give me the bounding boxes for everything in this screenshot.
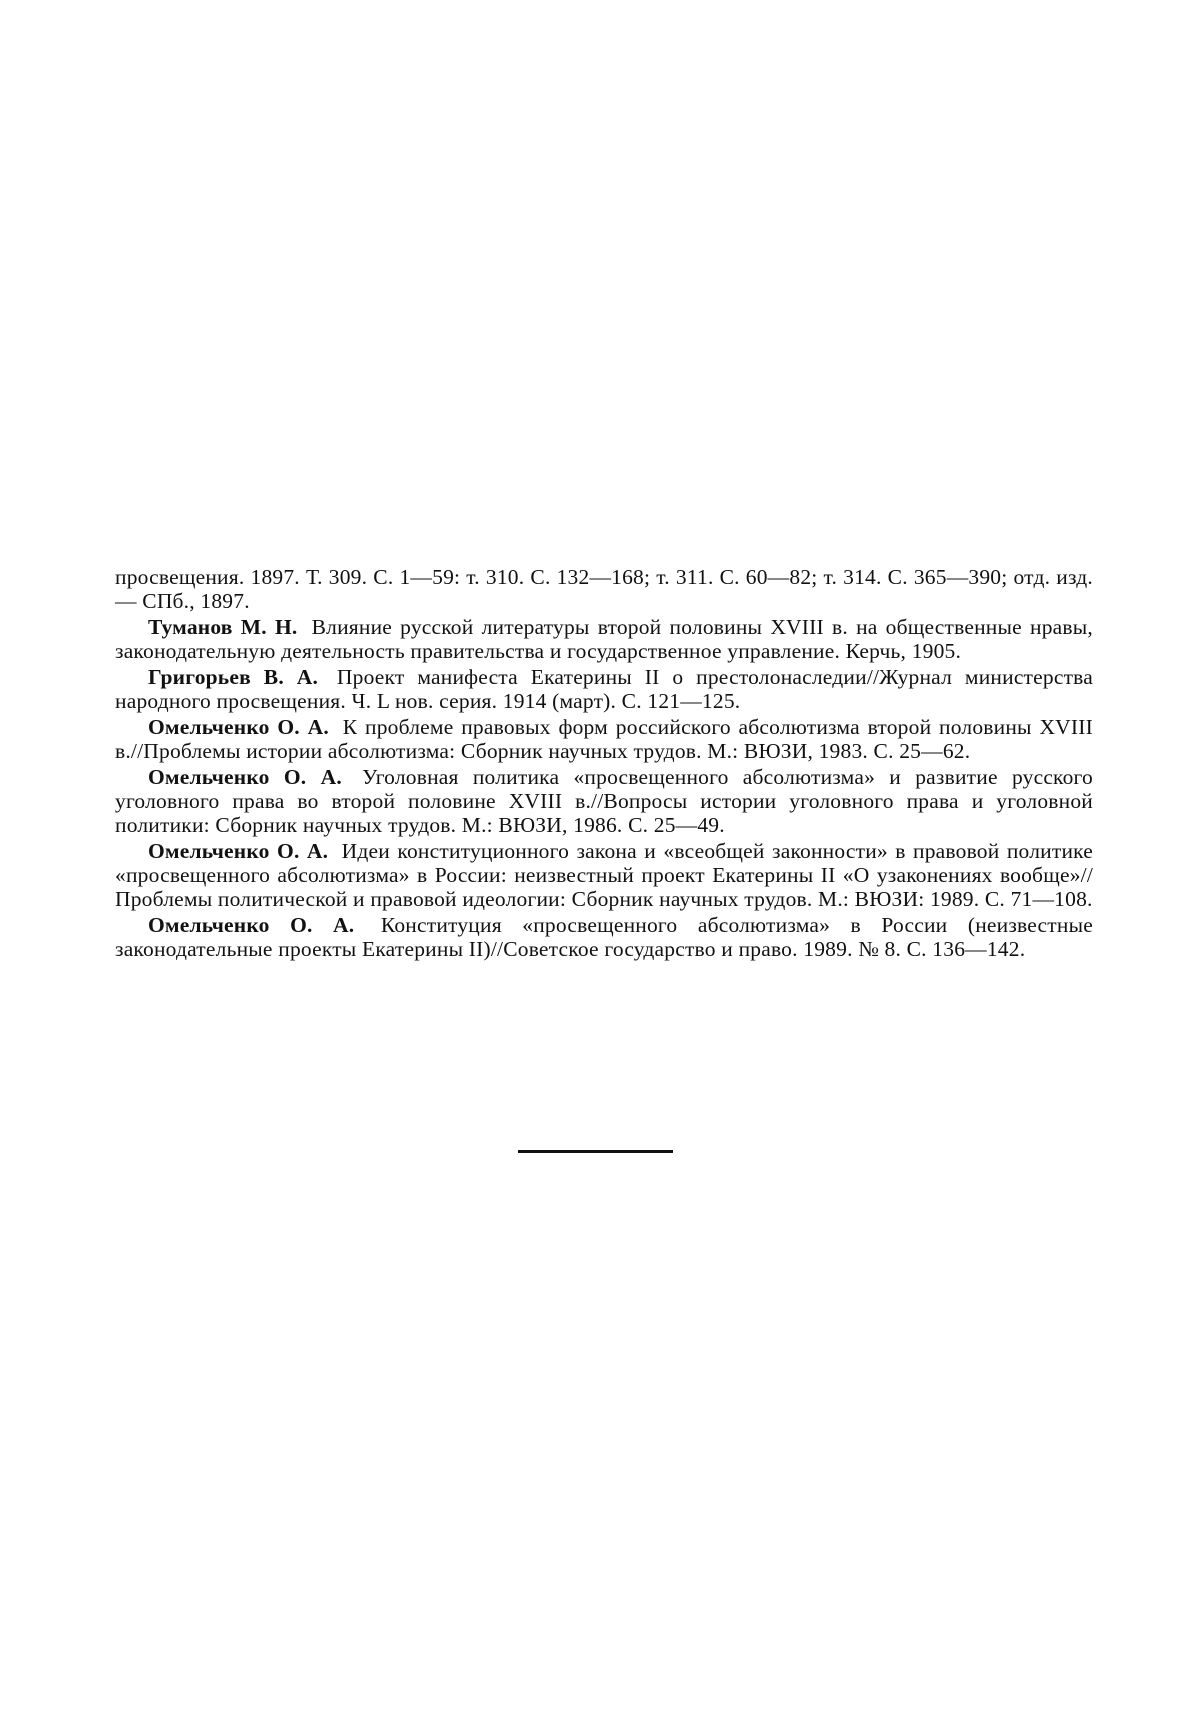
- bibliography-entry: [115, 839, 1093, 911]
- entry-author: Григорьев В. А.: [148, 665, 319, 689]
- entry-author: Туманов М. Н.: [148, 615, 298, 639]
- entry-text: К проблеме правовых форм российского абсолютизма второй половины XVIII в.//Проблемы истории абсолютизма: Сборник научных трудов. М.: ВЮЗИ, 1983. С. 25—62.: [115, 715, 1093, 763]
- bibliography-list: [115, 565, 1093, 961]
- bibliography-entry: [115, 665, 1093, 713]
- entry-author: Омельченко О. А.: [148, 913, 355, 937]
- entry-text: просвещения. 1897. Т. 309. С. 1—59: т. 310. С. 132—168; т. 311. С. 60—82; т. 314. С. 365—390; отд. изд. — СПб., 1897.: [115, 565, 1093, 613]
- entry-text: Уголовная политика «просвещенного абсолютизма» и развитие русского уголовного права во второй половине XVIII в.//Вопросы истории уголовного права и уголовной политики: Сборник научных трудов. М.: ВЮЗИ, 1986. С. 25—49.: [115, 765, 1093, 837]
- entry-text: Конституция «просвещенного абсолютизма» в России (неизвестные законодательные проекты Екатерины II)//Советское государство и право. 1989. № 8. С. 136—142.: [115, 913, 1093, 961]
- entry-author: Омельченко О. А.: [148, 765, 342, 789]
- bibliography-entry: [115, 765, 1093, 837]
- end-rule-divider: [518, 1150, 673, 1153]
- bibliography-entry: [115, 565, 1093, 613]
- entry-author: Омельченко О. А.: [148, 715, 329, 739]
- entry-text: Проект манифеста Екатерины II о престолонаследии//Журнал министерства народного просвещения. Ч. L нов. серия. 1914 (март). С. 121—125.: [115, 665, 1093, 713]
- entry-text: Идеи конституционного закона и «всеобщей законности» в правовой политике «просвещенного абсолютизма» в России: неизвестный проект Екатерины II «О узаконениях вообще»//Проблемы политической и правовой идеологии: Сборник научных трудов. М.: ВЮЗИ: 1989. С. 71—108.: [115, 839, 1094, 911]
- bibliography-entry: [115, 615, 1093, 663]
- bibliography-entry: [115, 715, 1093, 763]
- entry-text: Влияние русской литературы второй половины XVIII в. на общественные нравы, законодательную деятельность правительства и государственное управление. Керчь, 1905.: [115, 615, 1093, 663]
- entry-author: Омельченко О. А.: [148, 839, 329, 863]
- bibliography-entry: [115, 913, 1093, 961]
